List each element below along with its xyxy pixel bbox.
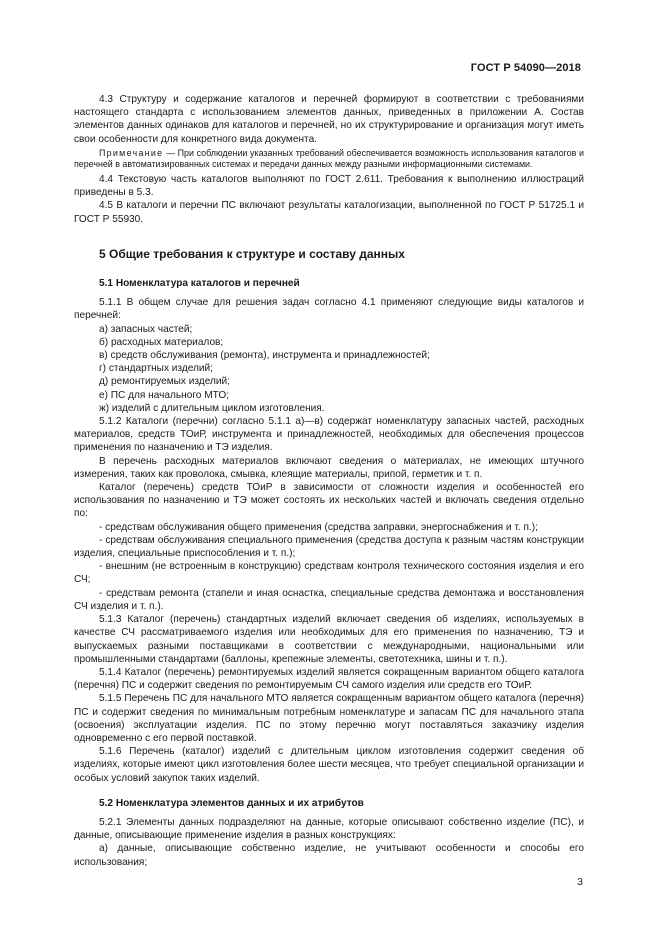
dash-item-4: - средствам ремонта (стапели и иная оснастка, специальные средства демонтажа и восстановления СЧ изделия и т. п.). xyxy=(74,587,584,612)
note-text: — При соблюдении указанных требований обеспечивается возможность использования каталогов и перечней в автоматизированных системах и передачи данных между разными информационными системами. xyxy=(74,147,584,170)
paragraph-5-1-2: 5.1.2 Каталоги (перечни) согласно 5.1.1 а)—в) содержат номенклатуру запасных частей, расходных материалов, средств ТОиР, инструмента и принадлежностей, необходимых для обеспечения процессов применения по назначению и ТЭ изделия. xyxy=(74,416,584,454)
paragraph-5-1-1: 5.1.1 В общем случае для решения задач согласно 4.1 применяют следующие виды каталогов и перечней: xyxy=(74,297,584,322)
list-item-zh: ж) изделий с длительным циклом изготовления. xyxy=(99,402,325,414)
subsection-5-1-title: 5.1 Номенклатура каталогов и перечней xyxy=(99,278,300,290)
section-5-title: 5 Общие требования к структуре и составу данных xyxy=(99,246,405,261)
dash-item-2: - средствам обслуживания специального применения (средства доступа к разным частям конструкции изделия, специальные приспособления и т. п.); xyxy=(74,534,584,560)
paragraph-4-4: 4.4 Текстовую часть каталогов выполняют по ГОСТ 2.611. Требования к выполнению иллюстраций приведены в 5.3. xyxy=(74,174,584,199)
paragraph-5-2-1-a: а) данные, описывающие собственно изделие, не учитывают особенности и способы его использования; xyxy=(74,843,584,868)
list-item-a: а) запасных частей; xyxy=(99,323,193,335)
paragraph-5-1-3: 5.1.3 Каталог (перечень) стандартных изделий включает сведения об изделиях, используемых в качестве СЧ рассматриваемого изделия или необходимых для его применения по назначению, ТЭ и выпускаемых разными поставщиками в соответствии с международными, национальными или промышленными стандартами (баллоны, крепежные элементы, светотехника, шины и т. п.). xyxy=(74,614,584,665)
paragraph-4-3: 4.3 Структуру и содержание каталогов и перечней формируют в соответствии с требованиями настоящего стандарта с использованием элементов данных, приведенных в приложении А. Состав элементов данных одинаков для каталогов и перечней, но их структурирование и организация могут иметь свои особенности для конкретного вида документа. xyxy=(74,94,584,145)
paragraph-5-1-6: 5.1.6 Перечень (каталог) изделий с длительным циклом изготовления содержит сведения об изделиях, которые имеют цикл изготовления более шести месяцев, что требует специальной организации и особых условий закупок таких изделий. xyxy=(74,746,584,784)
paragraph-4-5: 4.5 В каталоги и перечни ПС включают результаты каталогизации, выполненной по ГОСТ Р 51725.1 и ГОСТ Р 55930. xyxy=(74,200,584,225)
paragraph-5-1-4: 5.1.4 Каталог (перечень) ремонтируемых изделий является сокращенным вариантом общего каталога (перечня) ПС и содержит сведения по ремонтируемым СЧ самого изделия или средств его ТОиР. xyxy=(74,666,584,692)
dash-item-3: - внешним (не встроенным в конструкцию) средствам контроля технического состояния изделия и его СЧ; xyxy=(74,561,584,586)
list-item-e: е) ПС для начального МТО; xyxy=(99,389,230,401)
paragraph-catalog-toir: Каталог (перечень) средств ТОиР в зависимости от сложности изделия и особенностей его использования по назначению и ТЭ может состоять их нескольких частей и включать сведения отдельно по: xyxy=(74,482,584,520)
list-item-v: в) средств обслуживания (ремонта), инструмента и принадлежностей; xyxy=(99,350,430,362)
note xyxy=(74,148,584,171)
paragraph-5-1-5: 5.1.5 Перечень ПС для начального МТО является сокращенным вариантом общего каталога (перечня) ПС и содержит сведения по минимальным потребным номенклатуре и запасам ПС для начального этапа (освоения) эксплуатации изделия. ПС по этому перечню могут поставляться заказчику изделия одновременно с его первой поставкой. xyxy=(74,693,584,744)
list-item-g: г) стандартных изделий; xyxy=(99,363,213,375)
dash-item-1: - средствам обслуживания общего применения (средства заправки, энергоснабжения и т. п.); xyxy=(99,521,538,533)
note-label: Примечание xyxy=(99,147,164,158)
page-content xyxy=(74,93,584,869)
list-item-d: д) ремонтируемых изделий; xyxy=(99,376,230,388)
subsection-5-2-title: 5.2 Номенклатура элементов данных и их атрибутов xyxy=(99,797,364,809)
page-number: 3 xyxy=(577,876,583,888)
standard-header: ГОСТ Р 54090—2018 xyxy=(470,62,581,74)
paragraph-5-2-1: 5.2.1 Элементы данных подразделяют на данные, которые описывают собственно изделие (ПС), и данные, описывающие применение изделия в разных конструкциях: xyxy=(74,816,584,842)
paragraph-consumables: В перечень расходных материалов включают сведения о материалах, не имеющих штучного измерения, таких как проволока, смывка, клеящие материалы, припой, герметик и т. п. xyxy=(74,455,584,480)
list-item-b: б) расходных материалов; xyxy=(99,336,224,348)
